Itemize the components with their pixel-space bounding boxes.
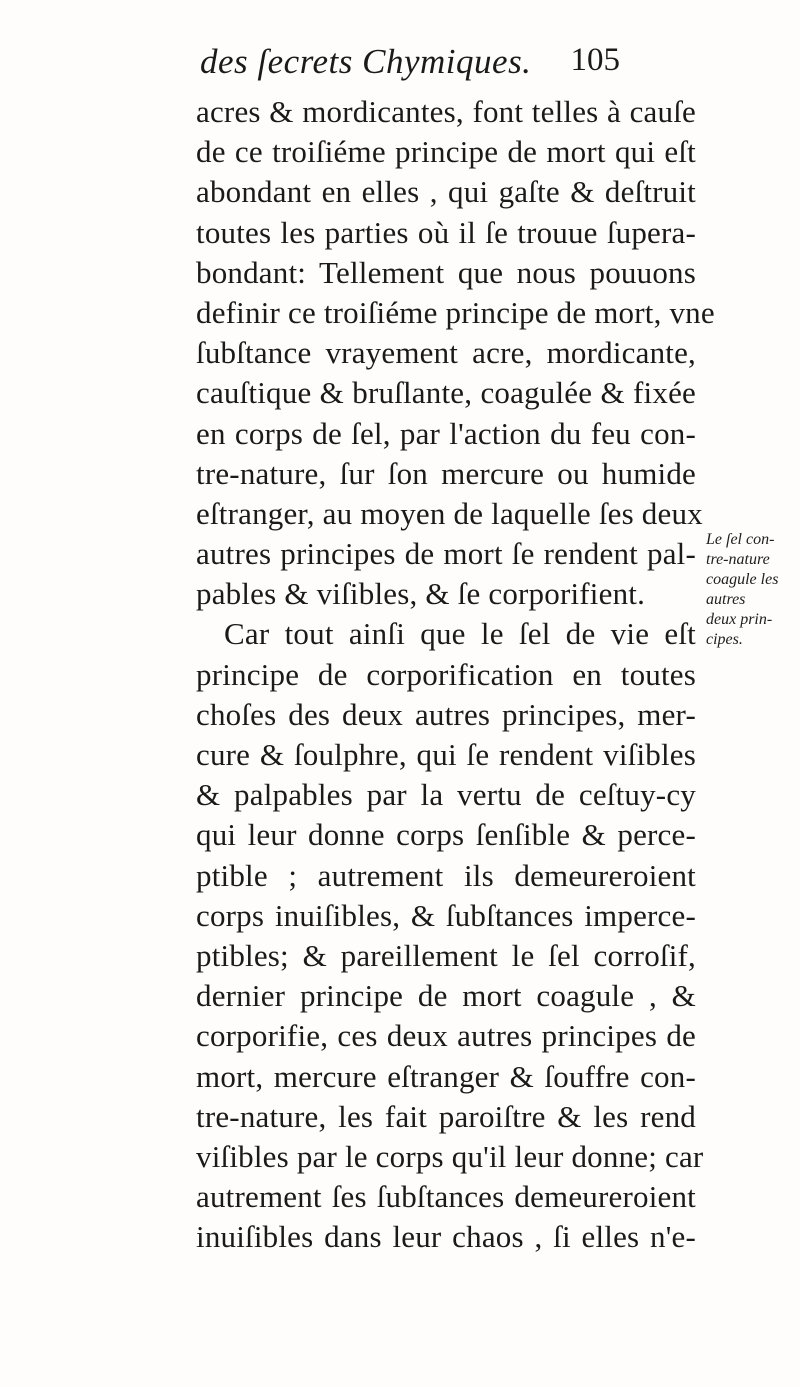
running-title: des ſecrets Chymiques. (200, 42, 532, 81)
text-line: bondant: Tellement que nous pouuons (196, 254, 696, 290)
text-line: mort, mercure eſtranger & ſouffre con- (196, 1058, 696, 1094)
margin-note-line: coagule les (706, 571, 779, 588)
margin-note-line: Le ſel con- (706, 531, 775, 548)
margin-note-line: tre-nature (706, 551, 770, 568)
text-line: definir ce troiſiéme principe de mort, vne (196, 294, 715, 330)
text-line: dernier principe de mort coagule , & (196, 978, 696, 1014)
text-line: cauſtique & bruſlante, coagulée & fixée (196, 375, 696, 411)
text-line: qui leur donne corps ſenſible & perce- (196, 817, 696, 853)
margin-note (706, 530, 800, 650)
text-line: autrement ſes ſubſtances demeureroient (196, 1179, 696, 1215)
text-line: pables & viſibles, & ſe corporifient. (196, 576, 646, 612)
text-line: tre-nature, ſur ſon mercure ou humide (196, 455, 696, 491)
text-line: toutes les parties où il ſe trouue ſupera- (196, 214, 696, 250)
running-head (200, 42, 620, 82)
text-line: ſubſtance vrayement acre, mordicante, (196, 335, 696, 371)
margin-note-line: autres (706, 591, 746, 608)
text-line: abondant en elles , qui gaſte & deſtruit (196, 174, 696, 210)
text-line: autres principes de mort ſe rendent pal- (196, 536, 696, 572)
text-line: ptibles; & pareillement le ſel corroſif, (196, 937, 696, 973)
text-line: en corps de ſel, par l'action du feu con- (196, 415, 696, 451)
text-line: viſibles par le corps qu'il leur donne; car (196, 1138, 704, 1174)
text-line: corps inuiſibles, & ſubſtances imperce- (196, 897, 696, 933)
text-line: principe de corporification en toutes (196, 656, 696, 692)
text-line: choſes des deux autres principes, mer- (196, 696, 696, 732)
margin-note-line: deux prin- (706, 611, 773, 628)
text-line: inuiſibles dans leur chaos , ſi elles n'e- (196, 1219, 696, 1255)
text-line: ptible ; autrement ils demeureroient (196, 857, 696, 893)
body-text (196, 92, 715, 1257)
text-line: eſtranger, au moyen de laquelle ſes deux (196, 495, 703, 531)
margin-note-line: cipes. (706, 631, 743, 648)
text-line: Car tout ainſi que le ſel de vie eſt (224, 616, 696, 652)
text-line: & palpables par la vertu de ceſtuy-cy (196, 777, 696, 813)
text-line: de ce troiſiéme principe de mort qui eſt (196, 134, 696, 170)
text-line: corporifie, ces deux autres principes de (196, 1018, 696, 1054)
text-line: acres & mordicantes, font telles à cauſe (196, 94, 696, 129)
text-line: tre-nature, les fait paroiſtre & les rend (196, 1098, 696, 1134)
text-line: cure & ſoulphre, qui ſe rendent viſibles (196, 737, 696, 772)
page-number: 105 (570, 42, 620, 78)
